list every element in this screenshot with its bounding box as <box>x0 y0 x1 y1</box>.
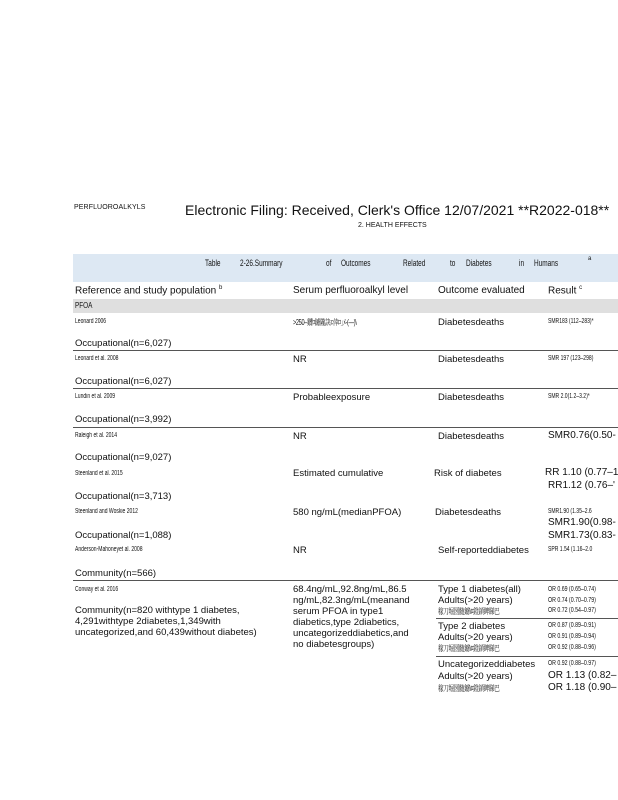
section-title: 2. HEALTH EFFECTS <box>358 222 427 229</box>
row-outcome: Diabetesdeaths <box>438 317 505 328</box>
group-band <box>73 299 618 313</box>
row-serum: Probableexposure <box>293 392 371 403</box>
row-result: OR 1.13 (0.82– <box>548 670 617 681</box>
caption-word: Table <box>205 258 221 268</box>
outcome-line: 稼刀堀圀髄鑢\ﾛ鐙鎖睥睇巴 <box>438 607 500 616</box>
row-reference: Leonard et al. 2008 <box>75 355 119 362</box>
row-result: OR 0.87 (0.89–0.91) <box>548 622 596 629</box>
row-population: Occupational(n=6,027) <box>75 376 172 387</box>
row-result: SMR0.76(0.50- <box>548 430 616 441</box>
row-result: SMR1.90 (1.35–2.6 <box>548 508 592 515</box>
row-serum: >250–鑽゚ﾛ鑢隴訣ｴ倖ﾛ｣ﾒ-(—)\ <box>293 318 357 327</box>
row-population: Occupational(n=6,027) <box>75 338 172 349</box>
row-divider <box>73 427 618 428</box>
row-reference: Raleigh et al. 2014 <box>75 432 118 439</box>
caption-word: 2-26.Summary <box>240 258 283 268</box>
row-result: OR 0.72 (0.54–0.97) <box>548 607 596 614</box>
row-outcome: Diabetesdeaths <box>435 507 502 518</box>
row-outcome: Diabetesdeaths <box>438 354 505 365</box>
caption-word: Humans <box>534 258 559 268</box>
row-outcome: Diabetesdeaths <box>438 431 505 442</box>
caption-word: Related <box>403 258 426 268</box>
row-result: OR 1.18 (0.90– <box>548 682 617 693</box>
column-header-outcome: Outcome evaluated <box>438 285 525 296</box>
caption-footnote-mark: a <box>588 256 592 262</box>
caption-word: to <box>450 258 456 268</box>
row-serum: 580 ng/mL(medianPFOA) <box>293 507 402 518</box>
row-outcome: Self-reporteddiabetes <box>438 545 529 556</box>
row-serum: 68.4ng/mL,92.8ng/mL,86.5 ng/mL,82.3ng/mL(meanand serum PFOA in type1 diabetics,type 2diabetics, uncategorizeddiabetics,and no diabetesgroups) <box>293 584 410 650</box>
outcome-line: Type 2 diabetes <box>438 621 506 632</box>
row-serum: NR <box>293 431 307 442</box>
row-reference: Leonard 2006 <box>75 318 107 325</box>
outcome-line: Adults(>20 years) <box>438 671 513 682</box>
outcome-line: Adults(>20 years) <box>438 632 513 643</box>
column-header-result: Result $^c$ <box>548 285 583 297</box>
column-header-serum: Serum perfluoroalkyl level <box>293 285 409 296</box>
row-result: OR 0.91 (0.89–0.94) <box>548 633 596 640</box>
row-reference: Lundin et al. 2009 <box>75 393 116 400</box>
row-result: OR 0.92 (0.88–0.97) <box>548 660 596 667</box>
row-outcome: Risk of diabetes <box>434 468 502 479</box>
row-serum: NR <box>293 545 307 556</box>
row-result: RR 1.10 (0.77–1 <box>545 467 618 478</box>
outcome-line: 稼刀堀圀髄鑢\ﾛ鐙鎖睥睇巴 <box>438 644 500 653</box>
column-header-reference: Reference and study population $^b$ <box>75 285 223 297</box>
row-result: SMR 197 (123–298) <box>548 355 594 362</box>
outcome-line: Uncategorizeddiabetes <box>438 659 536 670</box>
filing-stamp: Electronic Filing: Received, Clerk's Office 12/07/2021 **R2022-018** <box>185 202 610 218</box>
row-result: SMR1.73(0.83- <box>548 530 616 541</box>
row-result: RR1.12 (0.76–' <box>548 480 615 491</box>
row-population: Occupational(n=1,088) <box>75 530 172 541</box>
row-outcome: Diabetesdeaths <box>438 392 505 403</box>
caption-word: Diabetes <box>466 258 492 268</box>
row-population: Occupational(n=3,992) <box>75 414 172 425</box>
row-result: OR 0.74 (0.70–0.79) <box>548 597 596 604</box>
row-result: SMR1.90(0.98- <box>548 517 616 528</box>
row-result: SMR 2.0(1.2–3.2)* <box>548 393 590 400</box>
row-divider <box>73 350 618 351</box>
row-result: SMR183 (112–283)* <box>548 318 594 325</box>
row-reference: Conway et al. 2016 <box>75 586 119 593</box>
outcome-line: Type 1 diabetes(all) <box>438 584 521 595</box>
caption-word: Outcomes <box>341 258 371 268</box>
outcome-line: 稼刀堀圀髄鑢\ﾛ鐙鎖睥睇巴 <box>438 684 500 693</box>
row-population: Occupational(n=9,027) <box>75 452 172 463</box>
row-result: OR 0.69 (0.65–0.74) <box>548 586 596 593</box>
running-header-left: PERFLUOROALKYLS <box>74 204 146 211</box>
caption-word: of <box>326 258 332 268</box>
row-divider <box>73 580 618 581</box>
row-reference: Anderson-Mahoneyet al. 2008 <box>75 546 143 553</box>
row-result: OR 0.92 (0.88–0.96) <box>548 644 596 651</box>
row-serum: NR <box>293 354 307 365</box>
row-divider <box>436 656 618 657</box>
group-label: PFOA <box>75 301 93 310</box>
row-population: Community(n=566) <box>75 568 157 579</box>
row-result: SPR 1.54 (1.16–2.0 <box>548 546 593 553</box>
row-population: Community(n=820 withtype 1 diabetes, 4,291withtype 2diabetes,1,349with uncategorized,and 60,439without diabetes) <box>75 605 257 638</box>
row-reference: Steenland et al. 2015 <box>75 470 123 477</box>
row-divider <box>436 618 618 619</box>
row-serum: Estimated cumulative <box>293 468 384 479</box>
caption-word: in <box>519 258 525 268</box>
row-reference: Steenland and Woskie 2012 <box>75 508 138 515</box>
row-population: Occupational(n=3,713) <box>75 491 172 502</box>
row-divider <box>73 388 618 389</box>
outcome-line: Adults(>20 years) <box>438 595 513 606</box>
